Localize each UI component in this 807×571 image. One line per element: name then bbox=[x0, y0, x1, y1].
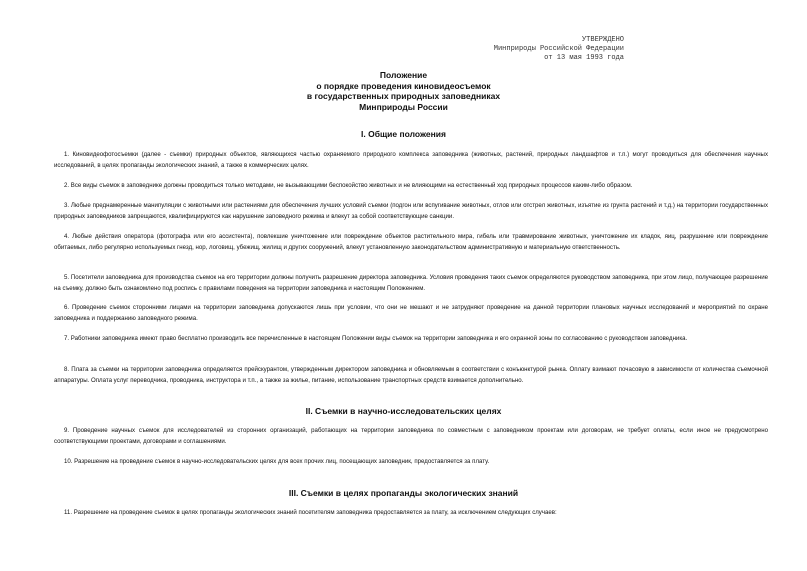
section-heading: III. Съемки в целях пропаганды экологических знаний bbox=[288, 488, 519, 498]
section-heading: II. Съемки в научно-исследовательских целях bbox=[305, 406, 502, 416]
paragraph: 3. Любые преднамеренные манипуляции с животными или растениями для обеспечения лучших условий съемки (подгон или вспугивание животных, отлов или отстрел животных, изъятие из грунта растений и т.д.) на территории государственных природных заповедников запрещаются, квалифицируются как нарушение заповедного режима и влекут за собой соответствующие санкции. bbox=[54, 202, 768, 220]
paragraph: 8. Плата за съемки на территории заповедника определяется прейскурантом, утвержденным директором заповедника и обновляемым в соответствии с конъюнктурой рынка. Оплату взимают почасовую в зависимости от количества съемочной аппаратуры. Оплата услуг переводчика, проводника, инструктора и т.п., а также за жилье, питание, использование транспортных средств взимается дополнительно. bbox=[54, 366, 768, 384]
paragraph: 6. Проведение съемок сторонними лицами на территории заповедника допускаются лишь при условии, что они не мешают и не затрудняют проведение на данной территории плановых научных исследований и мероприятий по охране заповедника и поддержанию заповедного режима. bbox=[54, 304, 768, 322]
paragraph: 10. Разрешение на проведение съемок в научно-исследовательских целях для всех прочих лиц, посещающих заповедник, предоставляется за плату. bbox=[64, 458, 490, 465]
paragraph: 7. Работники заповедника имеют право бесплатно производить все перечисленные в настоящем Положении виды съемок на территории заповедника и его охранной зоны по согласованию с руководством заповедника. bbox=[64, 335, 688, 342]
title-line: в государственных природных заповедниках bbox=[306, 91, 501, 101]
section-heading: I. Общие положения bbox=[361, 129, 446, 139]
paragraph: 4. Любые действия оператора (фотографа или его ассистента), повлекшие уничтожение или повреждение объектов растительного мира, гибель или травмирование животных, уничтожение их кладок, яиц, разрушение или повреждение обитаемых, либо регулярно используемых гнезд, нор, логовищ, убежищ, жилищ и других сооружений, влекут установленную законодательством административную и материальную ответственность. bbox=[54, 233, 768, 251]
paragraph: 5. Посетители заповедника для производства съемок на его территории должны получить разрешение директора заповедника. Условия проведения таких съемок определяются руководством заповедника, при этом лицо, получающее разрешение на съемку, должно быть ознакомлено под роспись с правилами поведения на территории заповедника и настоящим Положением. bbox=[54, 274, 768, 292]
approval-line: УТВЕРЖДЕНО bbox=[581, 36, 624, 44]
title-line: о порядке проведения киновидеосъемок bbox=[316, 80, 491, 91]
document-title bbox=[0, 70, 807, 112]
paragraph: 2. Все виды съемок в заповеднике должны проводиться только методами, не вызывающими беспокойство животных и не влияющими на естественный ход природных процессов каким-либо образом. bbox=[64, 182, 633, 189]
paragraph: 1. Киновидеофотосъемки (далее - съемки) природных объектов, являющихся частью охраняемого природного комплекса заповедника (животных, растений, природных ландшафтов и т.п.) могут проводиться для обеспечения научных исследований, в целях пропаганды экологических знаний, а также в коммерческих целях. bbox=[54, 151, 768, 169]
paragraph: 11. Разрешение на проведение съемок в целях пропаганды экологических знаний посетителям заповедника предоставляется за плату, за исключением следующих случаев: bbox=[64, 509, 557, 516]
approval-stamp bbox=[494, 36, 624, 63]
title-line: Положение bbox=[379, 70, 428, 80]
approval-line: от 13 мая 1993 года bbox=[544, 54, 624, 62]
title-line: Минприроды России bbox=[359, 101, 448, 112]
paragraph: 9. Проведение научных съемок для исследователей из сторонних организаций, работающих на территории заповедника по совместным с заповедником проектам или договорам, не требует оплаты, если иное не предусмотрено соответствующими проектами, договорами и соглашениями. bbox=[54, 427, 768, 445]
approval-line: Минприроды Российской Федерации bbox=[493, 45, 624, 53]
